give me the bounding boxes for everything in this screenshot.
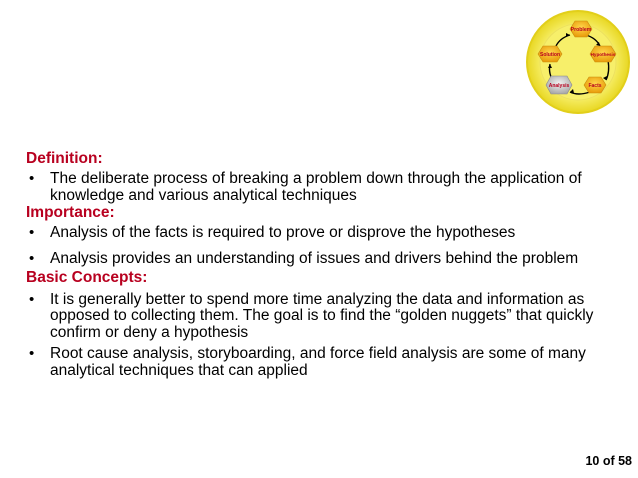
bullet-text: The deliberate process of breaking a problem down through the application of knowledge and various analytical techniques (50, 170, 582, 204)
basic-concepts-bullet (26, 346, 616, 379)
stage-facts (584, 77, 606, 93)
importance-bullet (26, 225, 616, 242)
stage-solution (538, 46, 562, 62)
stage-label: Solution (540, 52, 560, 58)
bullet-text: Root cause analysis, storyboarding, and force field analysis are some of many analytical techniques that can applied (50, 345, 586, 379)
page-number: 10 of 58 (585, 454, 632, 468)
bullet-marker: • (29, 290, 35, 308)
bullet-text: Analysis provides an understanding of issues and drivers behind the problem (50, 249, 579, 267)
basic-concepts-bullet (26, 292, 616, 342)
stage-label: Hypothesis (590, 52, 616, 57)
bullet-marker: • (29, 249, 35, 267)
importance-bullet (26, 248, 616, 269)
bullet-marker: • (29, 170, 35, 187)
stage-label: Facts (588, 83, 602, 89)
stage-analysis (546, 76, 572, 94)
definition-heading: Definition: (26, 150, 103, 167)
stage-problem (570, 21, 592, 37)
stage-hypothesis (590, 46, 616, 62)
bullet-text: Analysis of the facts is required to prove or disprove the hypotheses (50, 224, 516, 241)
stage-label: Problem (570, 27, 592, 33)
cycle-diagram (526, 10, 630, 114)
stage-label: Analysis (548, 83, 570, 89)
bullet-text: It is generally better to spend more time analyzing the data and information as opposed to collecting them. The goal is to find the “golden nuggets” that quickly confirm or deny a hypothesis (50, 290, 594, 341)
definition-bullet (26, 171, 616, 204)
bullet-marker: • (29, 345, 35, 362)
importance-heading: Importance: (26, 204, 115, 221)
bullet-marker: • (29, 224, 35, 241)
basic-concepts-heading: Basic Concepts: (26, 268, 148, 286)
slide-body (26, 150, 616, 379)
